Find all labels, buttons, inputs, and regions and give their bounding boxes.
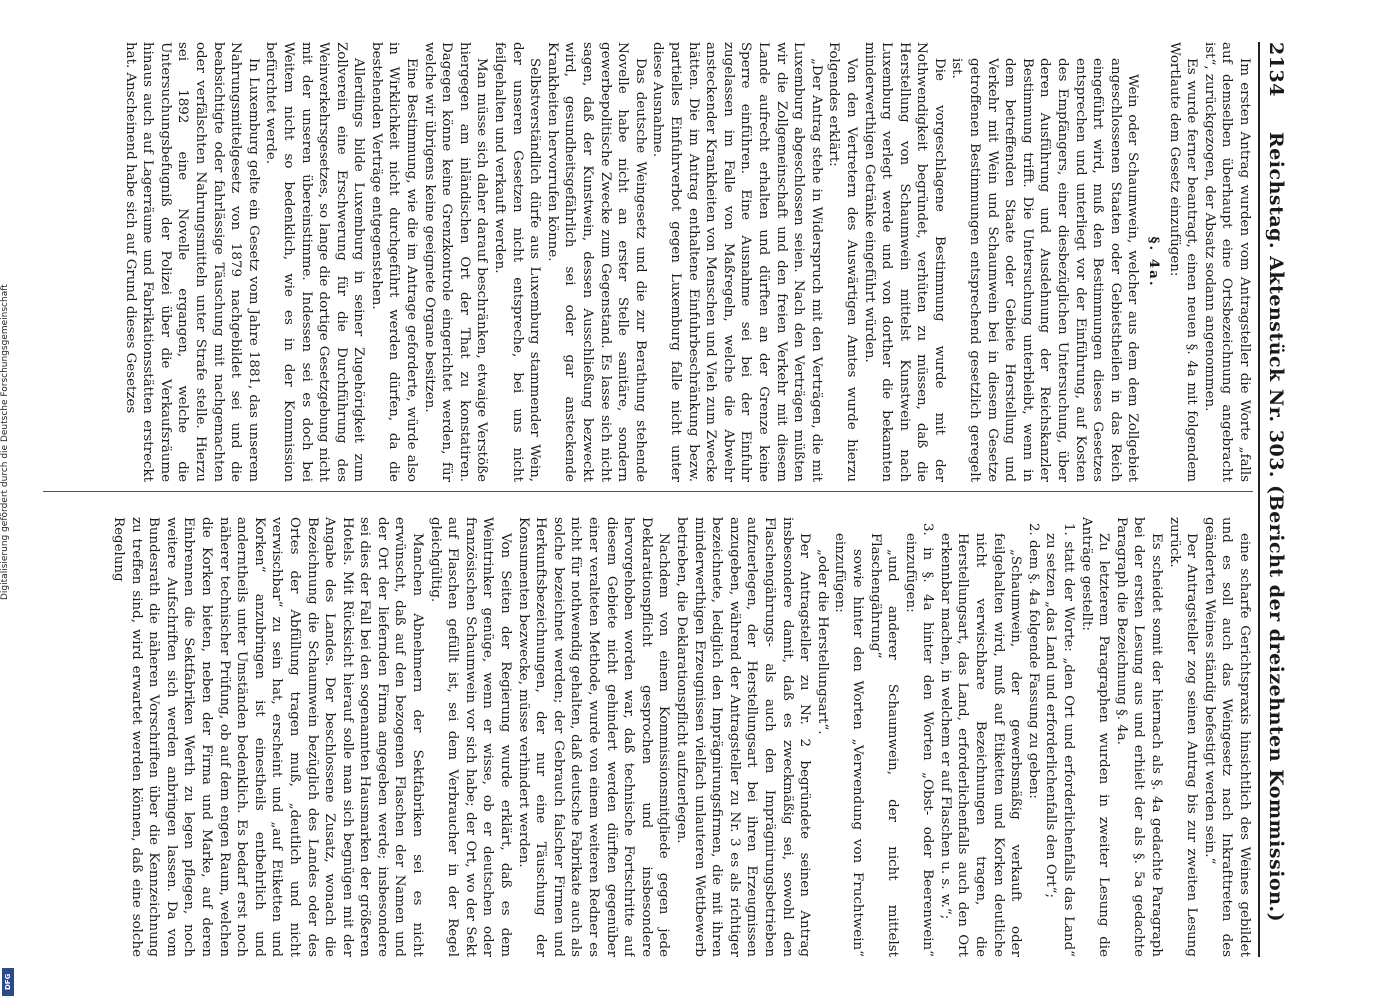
paragraph: Wein oder Schaumwein, welcher aus dem dem Zollgebiet angeschlossenen Staaten oder Gebietstheilen in das Reich eingeführt wird, muß den Bestimmungen dieses Gesetzes entsprechen und unterliegt vor der Einführung, auf Kosten des Empfängers, einer diesbezüglichen Untersuchung, über deren Ausführung und Ausdehnung der Reichskanzler Bestimmung trifft. Die Untersuchung unterbleibt, wenn in dem betreffenden Staate oder Gebiete Herstellung und Verkehr mit Wein und Schaumwein bei in diesem Gesetze getroffenen Bestimmungen entsprechend gesetzlich geregelt ist.: [949, 58, 1141, 482]
paragraph: Es wurde ferner beantragt, einen neuen §. 4a mit folgendem Wortlaute dem Gesetz einzufügen:: [1166, 42, 1200, 482]
paragraph: Nachdem von einem Kommissionsmitgliede gegen jede Deklarationspflicht gesprochen und insbesondere hervorgehoben worden war, daß technische Fortschritte auf diesem Gebiete nicht gehindert werden dürften gegenüber einer veralteten Methode, wurde von einem weiteren Redner es nicht für nothwendig gehalten, daß deutsche Fabrikate auch als solche bezeichnet werden; der Gebrauch falscher Firmen und Herkunftsbezeichnungen, der nur eine Täuschung der Konsumenten bezwecke, müsse verhindert werden.: [515, 517, 672, 957]
paragraph: Im ersten Antrag wurden vom Antragsteller die Worte „falls auf demselben überhaupt eine Ortsbezeichnung angebracht ist“, zurückgezogen, der Absatz sodann angenommen.: [1201, 42, 1252, 482]
paragraph: In Luxemburg gelte ein Gesetz vom Jahre 1881, das unserem Nahrungsmittelgesetz von 1879 nachgebildet sei und die beabsichtigte oder fahrlässige Täuschung mit nachgemachten oder verfälschten Nahrungsmitteln unter Strafe stelle. Hierzu sei 1892 eine Novelle ergangen, welche die Untersuchungsbefugniß der Polizei über die Verkaufsräume hinaus auch auf Lagerräume und Fabrikationsstätten erstreckt hat. Anscheinend habe sich auf Grund dieses Gesetzes: [122, 42, 261, 482]
dfg-logo: DFG: [2, 968, 14, 996]
paragraph: Von den Vertretern des Auswärtigen Amtes wurde hierzu Folgendes erklärt:: [826, 42, 859, 482]
paragraph: „Schaumwein, der gewerbsmäßig verkauft oder feilgehalten wird, muß auf Etiketten und Korken deutliche nicht verwischbare Bezeichnungen tragen, die Herstellungsart, das Land, erforderlichenfalls auch den Ort erkennbar machen, in welchem er auf Flaschen u. s. w.“;: [937, 533, 1024, 957]
paragraph: Man müsse sich daher darauf beschränken, etwaige Verstöße hiergegen am inländischen Ort der That zu konstatiren. Dagegen könne keine Grenzkontrole eingerichtet werden, für welche wir übrigens keine geeignete Organe besitzen.: [421, 42, 490, 482]
paragraph: Es scheidet somit der hiernach als §. 4a gedachte Paragraph bei der ersten Lesung aus und erhielt der als §. 5a gedachte Paragraph die Bezeichnung §. 4a.: [1113, 517, 1165, 957]
paragraph: 3. in §. 4a hinter den Worten „Obst- oder Beerenwein“ einzufügen:: [902, 523, 936, 957]
paragraph: Das deutsche Weingesetz und die zur Berathung stehende Novelle habe nicht an erster Stelle sanitäre, sondern gewerbepolitische Zwecke zum Gegenstand. Es lasse sich nicht sagen, daß der Kunstwein, dessen Ausschließung bezweckt wird, gesundheitsgefährlich sei oder gar ansteckende Krankheiten hervorrufen könne.: [544, 42, 648, 482]
paragraph: Die vorgeschlagene Bestimmung wurde mit der Nothwendigkeit begründet, verhüten zu müssen, daß die Herstellung von Schaumwein mittelst Kunstwein nach Luxemburg verlegt werde und von dorther die bekannten minderwerthigen Getränke eingeführt würden.: [861, 42, 947, 482]
paragraph: Der Antragsteller zu Nr. 2 begründete seinen Antrag insbesondere damit, daß es zweckmäßig sei, sowohl den Flaschengährungs- als auch den Imprägnirungsbetrieben aufzuerlegen, der Herstellungsart bei ihren Erzeugnissen anzugeben, während der Antragsteller zu Nr. 3 es als richtiger bezeichnete, lediglich den Imprägnirungsfirmen, die mit ihren minderwerthigen Erzeugnissen vielfach unlauteren Wettbewerb betrieben, die Deklarationspflicht aufzuerlegen.: [674, 517, 813, 957]
paragraph: sowie hinter den Worten „Verwendung von Fruchtwein“ einzufügen:: [832, 533, 865, 957]
digitization-note: Digitalisierung gefördert durch die Deutsche Forschungsgemeinschaft: [0, 284, 10, 600]
left-column: [43, 42, 1253, 482]
page-number: 2134: [1265, 42, 1287, 97]
right-column: [43, 517, 1253, 957]
paragraph: „und anderer Schaumwein, der nicht mittelst Flaschengährung“: [867, 533, 901, 957]
running-title: Reichstag. Aktenstück Nr. 303. (Bericht der dreizehnten Kommission.): [1265, 131, 1287, 923]
paragraph: „Der Antrag stehe in Widerspruch mit den Verträgen, die mit Luxemburg abgeschlossen seien. Nach den Verträgen müßten wir die Zollgemeinschaft und den freien Verkehr mit diesem Lande aufrecht erhalten und dürften an der Grenze keine Sperre einführen. Eine Ausnahme sei bei der Einfuhr zugelassen im Falle von Maßregeln, welche die Abwehr ansteckender Krankheiten von Menschen und Vieh zum Zwecke hätten. Die im Antrag enthaltene Einfuhrbeschränkung bezw. partielles Einfuhrverbot gegen Luxemburg falle nicht unter diese Ausnahme.: [650, 42, 824, 482]
column-divider: [43, 491, 1253, 492]
paragraph: Der Antragsteller zog seinen Antrag bis zur zweiten Lesung zurück.: [1166, 517, 1200, 957]
section-heading: §. 4a.: [1146, 236, 1163, 288]
paragraph: Manchen Abnehmern der Sektfabriken sei es nicht erwünscht, daß auf den bezogenen Flaschen der Namen und der Ort der liefernden Firma angegeben werde; insbesondere sei dies der Fall bei den sogenannten Hausmarken der größeren Hotels. Mit Rücksicht hierauf solle man sich begnügen mit der Angabe des Landes. Der beschlossene Zusatz, wonach die Bezeichnung die Schaumwein bezüglich des Landes oder des Ortes der Abfüllung tragen muß, „deutlich und nicht verwischbar“ zu sein hat, erscheint und „auf Etiketten und Korken“ anzubringen ist einestheils entbehrlich und anderntheils unter Umständen bedenklich. Es bedarf erst noch näherer technischer Prüfung, ob auf dem engen Raum, welchen die Korken bieten, neben der Firma und Marke, auf deren Einbrennen die Sektfabriken Werth zu legen pflegen, noch weitere Aufschriften sich werden anbringen lassen. Da vom Bundesrath die näheren Vorschriften über die Kennzeichnung zu treffen sind, wird erwartet werden können, daß eine solche Regelung: [111, 517, 426, 957]
paragraph: Von Seiten der Regierung wurde erklärt, daß es dem Weintrinker genüge, wenn er wisse, ob er deutschen oder französischen Schaumwein vor sich habe; der Ort, wo der Sekt auf Flaschen gefüllt ist, sei dem Verbraucher in der Regel gleichgültig.: [427, 517, 514, 957]
paragraph: Allerdings bilde Luxemburg in seiner Zugehörigkeit zum Zollverein eine Erschwerung für die Durchführung des Weinverkehrsgesetzes, so lange die dortige Gesetzgebung nicht mit der unseren übereinstimme. Indessen sei es doch bei Weitem nicht so bedenklich, wie es in der Kommission befürchtet werde.: [263, 42, 367, 482]
header-rule: [1258, 42, 1260, 957]
paragraph: 1. statt der Worte: „den Ort und erforderlichenfalls das Land“ zu setzen „das Land und erforderlichenfalls den Ort“;: [1043, 523, 1077, 957]
paragraph: „oder die Herstellungsart“.: [814, 549, 830, 735]
paragraph: Selbstverständlich dürfe aus Luxemburg stammender Wein, der unseren Gesetzen nicht entspreche, bei uns nicht feilgehalten und verkauft werden.: [492, 42, 543, 482]
paragraph: eine scharfe Gerichtspraxis hinsichtlich des Weines gebildet und es soll auch das Weingesetz nach Inkrafttreten des geänderten Weines ständig befestigt werden sein.“: [1201, 517, 1252, 957]
paragraph: Zu letzterem Paragraphen wurden in zweiter Lesung die Anträge gestellt:: [1078, 517, 1112, 957]
paragraph: 2. dem §. 4a folgende Fassung zu geben:: [1025, 523, 1041, 799]
paragraph: Eine Bestimmung, wie die im Antrage geforderte, würde also in Wirklichkeit nicht durchgeführt werden dürfen, da die bestehenden Verträge entgegenstehen.: [368, 42, 420, 482]
page-header: [1263, 42, 1289, 957]
